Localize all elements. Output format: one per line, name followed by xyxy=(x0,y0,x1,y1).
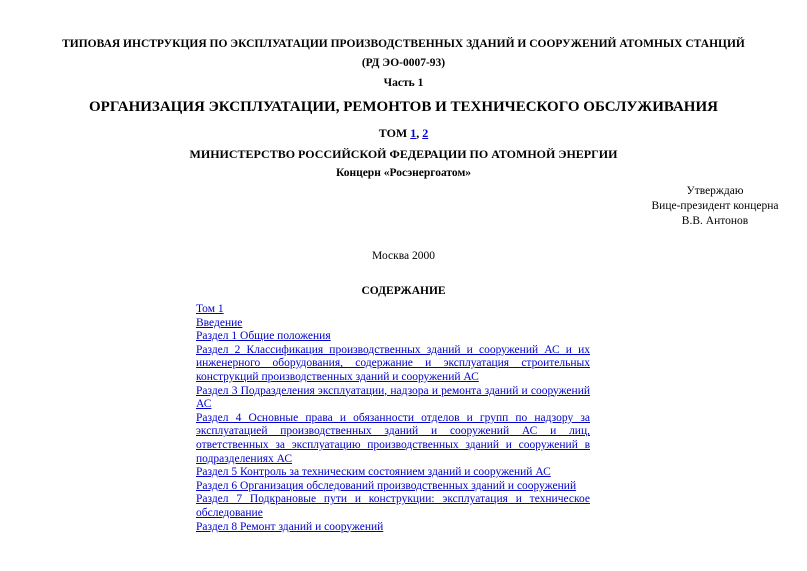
volume-2-link[interactable]: 2 xyxy=(422,126,429,140)
toc-item-section-3[interactable]: Раздел 3 Подразделения эксплуатации, надзора и ремонта зданий и сооружений АС xyxy=(196,384,590,411)
toc-item-section-4[interactable]: Раздел 4 Основные права и обязанности отделов и групп по надзору за эксплуатацией производственных зданий и сооружений АС и лиц, ответственных за эксплуатацию производственных зданий и сооружений в подразделениях АС xyxy=(196,411,590,465)
approval-block xyxy=(620,184,807,229)
toc-item-section-5[interactable]: Раздел 5 Контроль за техническим состоянием зданий и сооружений АС xyxy=(196,466,551,479)
volume-separator: , xyxy=(416,126,423,140)
approver-name: В.В. Антонов xyxy=(681,215,749,227)
volume-line xyxy=(0,126,807,141)
concern-name: Концерн «Росэнергоатом» xyxy=(335,167,472,179)
approval-line: Утверждаю xyxy=(686,185,744,197)
document-code: (РД ЭО-0007-93) xyxy=(361,57,446,69)
ministry-name: МИНИСТЕРСТВО РОССИЙСКОЙ ФЕДЕРАЦИИ ПО АТОМНОЙ ЭНЕРГИИ xyxy=(189,147,618,161)
toc-item-section-6[interactable]: Раздел 6 Организация обследований производственных зданий и сооружений xyxy=(196,479,577,492)
toc-item-section-8[interactable]: Раздел 8 Ремонт зданий и сооружений xyxy=(196,520,384,533)
toc-item-section-1[interactable]: Раздел 1 Общие положения xyxy=(196,330,331,343)
table-of-contents xyxy=(196,303,590,534)
toc-item-section-7[interactable]: Раздел 7 Подкрановые пути и конструкции: эксплуатация и техническое обследование xyxy=(196,493,590,519)
approver-position: Вице-президент концерна xyxy=(651,200,779,212)
toc-title: СОДЕРЖАНИЕ xyxy=(361,285,446,297)
volume-label: ТОМ xyxy=(378,126,411,140)
volume-1-link[interactable]: 1 xyxy=(410,126,417,140)
document-series-title: ТИПОВАЯ ИНСТРУКЦИЯ ПО ЭКСПЛУАТАЦИИ ПРОИЗВОДСТВЕННЫХ ЗДАНИЙ И СООРУЖЕНИЙ АТОМНЫХ СТАНЦИЙ xyxy=(62,38,745,50)
document-part: Часть 1 xyxy=(383,77,424,89)
toc-item-introduction[interactable]: Введение xyxy=(196,316,243,329)
city-year: Москва 2000 xyxy=(372,250,435,262)
toc-item-section-2[interactable]: Раздел 2 Классификация производственных зданий и сооружений АС и их инженерного оборудования, содержание и эксплуатация строительных конструкций производственных зданий и сооружений АС xyxy=(196,343,590,383)
toc-item-volume-1[interactable]: Том 1 xyxy=(196,303,224,315)
document-main-title: ОРГАНИЗАЦИЯ ЭКСПЛУАТАЦИИ, РЕМОНТОВ И ТЕХНИЧЕСКОГО ОБСЛУЖИВАНИЯ xyxy=(89,99,718,115)
